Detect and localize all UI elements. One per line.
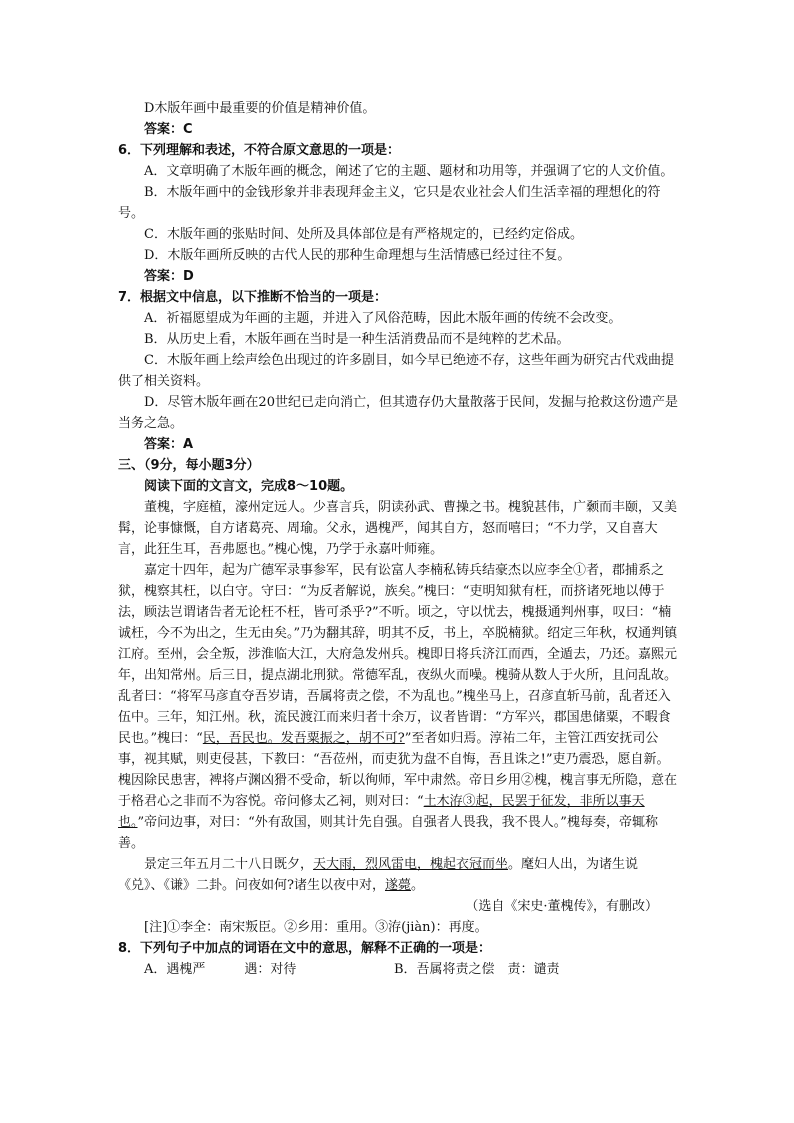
passage-paragraph-1: 董槐，字庭植，濠州定远人。少喜言兵，阴读孙武、曹操之书。槐貌甚伟，广颡而丰颐，又美髯，论事慷慨，自方诸葛亮、周瑜。父永，遇槐严，闻其自方，怒而嘻曰；“不力学，又自喜大言，此狂生耳，吾弗愿也。”槐心愧，乃学于永嘉叶师雍。 [118,500,678,557]
q7-option-a: A．祈福愿望成为年画的主题，并进入了风俗范畴，因此木版年画的传统不会改变。 [144,311,622,326]
q6-option-b: B．木版年画中的金钱形象并非表现拜金主义，它只是农业社会人们生活幸福的理想化的符号。 [118,185,661,221]
q7-option-b: B．从历史上看，木版年画在当时是一种生活消费品而不是纯粹的艺术品。 [144,332,570,347]
underlined-sentence: 土木洊③起，民罢于征发，非所以事天也。 [118,794,645,830]
underlined-word: 遂薨 [384,878,411,893]
answer-q7: 答案：A [144,437,194,452]
passage-text: ”帝问边事，对曰：“外有敌国，则其计先自强。自强者人畏我，我不畏人。”槐每奏，帝辄称善。 [118,815,658,851]
passage-text: 嘉定十四年，起为广德军录事参军，民有讼富人李楠私铸兵结豪杰以应李全①者，郡捕系之狱，槐察其枉，以白守。守曰：“为反者解说，族矣。”槐曰：“吏明知狱有枉，而挤诸死地以傅于法，顾法岂谓诸告者无论枉不枉，皆可杀乎?”不听。顷之，守以忧去，槐摄通判州事，叹曰：“楠诚枉，今不为出之，生无由矣。”乃为翻其辞，明其不反，书上，卒脱楠狱。绍定三年秋，权通判镇江府。至州，会全叛，涉淮临大江，大府急发州兵。槐即日将兵济江而西，全遁去，乃还。嘉熙元年，出知常州。后三日，提点湖北刑狱。常德军乱，夜纵火而噪。槐骑从数人于火所，且问乱故。乱者曰：“将军马彦直夺吾岁请，吾属将责之偿，不为乱也。”槐坐马上，召彦直斩马前，乱者还入伍中。三年，知江州。秋，流民渡江而来归者十余万，议者皆谓：“方军兴，郡国患储粟，不暇食民也。”槐曰：“ [118,563,678,746]
q8-option-b: B．吾属将责之偿 责：谴责 [394,962,560,977]
passage-text: 景定三年五月二十八日既夕， [144,857,314,872]
answer-q5: 答案：C [144,122,193,137]
passage-notes: [注]①李全：南宋叛臣。②乡用：重用。③洊(jiàn)：再度。 [144,920,488,935]
underlined-sentence: 民，吾民也。发吾粟振之，胡不可? [202,731,405,746]
question-8: 8．下列句子中加点的词语在文中的意思，解释不正确的一项是： [118,941,492,956]
q6-option-c: C．木版年画的张贴时间、处所及具体部位是有严格规定的，已经约定俗成。 [144,227,583,242]
document-page [118,98,678,980]
q7-option-c: C．木版年画上绘声绘色出现过的许多剧目，如今早已绝迹不存，这些年画为研究古代戏曲提供了相关资料。 [118,353,674,389]
q6-option-d: D．木版年画所反映的古代人民的那种生命理想与生活情感已经过往不复。 [144,248,571,263]
q8-options-row [118,959,678,980]
q5-option-d: D木版年画中最重要的价值是精神价值。 [144,101,376,116]
passage-text: 。 [411,878,425,893]
q8-option-a: A．遇槐严 遇：对待 [144,962,297,977]
reading-instruction: 阅读下面的文言文，完成8～10题。 [144,479,354,494]
question-6: 6．下列理解和表述，不符合原文意思的一项是： [118,143,401,158]
section-3-heading: 三、（9分，每小题3分） [118,458,260,473]
passage-text: ”至者如归焉。淳祐二年，主管江西安抚司公事，视其赋，则吏侵甚，下教曰：“吾莅州，而吏犹为盘不自悔，吾且诛之!”吏乃震恐，愿自新。槐因除民患害，裨将卢渊凶猾不受命，斩以徇师，军中肃然。帝日乡用②槐，槐言事无所隐，意在于格君心之非而不为容悦。帝问修太乙祠，则对曰：“ [118,731,678,809]
passage-text: 。麾妇人出，为诸生说《兑》、《谦》二卦。问夜如何?诸生以夜中对， [118,857,639,893]
passage-source: （选自《宋史·董槐传》，有删改） [465,899,658,914]
q7-option-d: D．尽管木版年画在20世纪已走向消亡，但其遗存仍大量散落于民间，发掘与抢救这份遗产是当务之急。 [118,395,678,431]
question-7: 7．根据文中信息，以下推断不恰当的一项是： [118,290,388,305]
passage-paragraph-2 [118,560,678,854]
passage-paragraph-3 [118,854,678,896]
underlined-sentence: 天大雨，烈风雷电，槐起衣冠而坐 [313,857,509,872]
q6-option-a: A．文章明确了木版年画的概念，阐述了它的主题、题材和功用等，并强调了它的人文价值。 [144,164,674,179]
answer-q6: 答案：D [144,269,194,284]
